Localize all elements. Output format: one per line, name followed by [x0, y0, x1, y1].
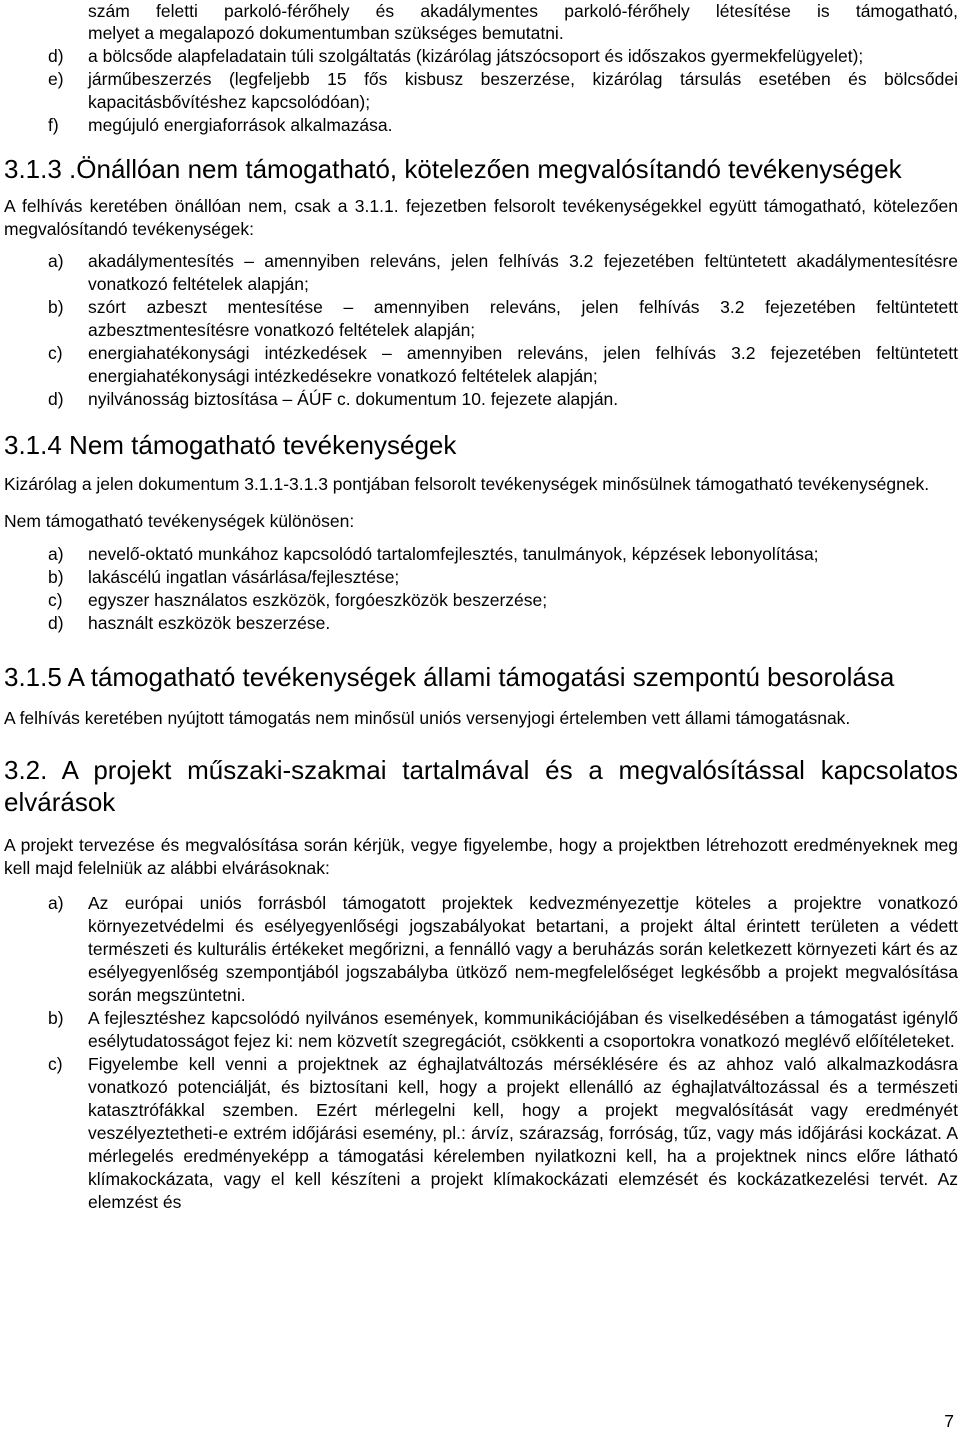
list-expectations — [4, 892, 958, 1214]
list-label: d) — [48, 613, 64, 633]
list-label: c) — [48, 343, 63, 363]
page-number: 7 — [944, 1411, 954, 1431]
section-heading-3-2: 3.2. A projekt műszaki-szakmai tartalmával és a megvalósítással kapcsolatos elvárások — [4, 755, 958, 817]
section-heading-3-1-5: 3.1.5 A támogatható tevékenységek állami támogatási szempontú besorolása — [4, 662, 895, 692]
list-item — [4, 543, 958, 566]
list-text: a bölcsőde alapfeladatain túli szolgáltatás (kizárólag játszócsoport és időszakos gyermekfelügyelet); — [88, 46, 864, 66]
list-text: akadálymentesítés – amennyiben releváns, jelen felhívás 3.2 fejezetében feltüntetett akadálymentesítésre vonatkozó feltételek alapján; — [88, 251, 958, 294]
list-item — [4, 342, 958, 388]
list-text: Figyelembe kell venni a projektnek az éghajlatváltozás mérséklésére és az ahhoz való alkalmazkodásra vonatkozó potenciálját, és biztosítani kell, hogy a projekt ellenálló az éghajlatváltozással és a természeti katasztrófákkal szemben. Ezért mérlegelni kell, hogy a projekt megvalósítását vagy eredményét veszélyeztetheti-e extrém időjárási esemény, pl.: árvíz, szárazság, forróság, tűz, vagy más időjárási kockázat. A mérlegelés eredményeképp a támogatási kérelemben nyilatkozni kell, ha a projektnek nincs előre látható klímakockázata, vagy el kell készíteni a projekt klímakockázati elemzését és kockázatkezelési tervét. Az elemzést és — [88, 1054, 958, 1212]
document-page — [4, 0, 958, 1214]
list-label: b) — [48, 567, 64, 587]
list-label: b) — [48, 297, 64, 317]
section-3-1-4-para2: Nem támogatható tevékenységek különösen: — [4, 511, 355, 531]
list-label: a) — [48, 893, 64, 913]
list-text: megújuló energiaforrások alkalmazása. — [88, 115, 393, 135]
list-not-supported-activities — [4, 543, 958, 635]
list-item — [4, 566, 958, 589]
list-item — [4, 892, 958, 1007]
list-text: járműbeszerzés (legfeljebb 15 fős kisbusz beszerzése, kizárólag társulás esetében és bölcsődei kapacitásbővítéshez kapcsolódóan); — [88, 69, 958, 112]
section-3-1-3-intro: A felhívás keretében önállóan nem, csak a 3.1.1. fejezetben felsorolt tevékenységekkel együtt támogatható, kötelezően megvalósítandó tevékenységek: — [4, 196, 958, 239]
list-item — [4, 68, 958, 114]
list-item — [4, 296, 958, 342]
list-label: f) — [48, 115, 59, 135]
section-3-1-4-para1: Kizárólag a jelen dokumentum 3.1.1-3.1.3 pontjában felsorolt tevékenységek minősülnek támogatható tevékenységnek. — [4, 474, 930, 494]
list-text: szórt azbeszt mentesítése – amennyiben releváns, jelen felhívás 3.2 fejezetében feltüntetett azbesztmentesítésre vonatkozó feltételek alapján; — [88, 297, 958, 340]
list-item — [4, 250, 958, 296]
section-heading-3-1-4: 3.1.4 Nem támogatható tevékenységek — [4, 430, 457, 460]
list-label: b) — [48, 1008, 64, 1028]
list-label: a) — [48, 251, 64, 271]
list-item — [4, 1053, 958, 1214]
list-text: nyilvánosság biztosítása – ÁÚF c. dokumentum 10. fejezete alapján. — [88, 389, 619, 409]
list-text: lakáscélú ingatlan vásárlása/fejlesztése; — [88, 567, 400, 587]
section-3-2-intro: A projekt tervezése és megvalósítása során kérjük, vegye figyelembe, hogy a projektben létrehozott eredményeknek meg kell majd felelniük az alábbi elvárásoknak: — [4, 835, 958, 878]
list-item — [4, 589, 958, 612]
list-item — [4, 45, 958, 68]
list-label: c) — [48, 590, 63, 610]
list-item — [4, 612, 958, 635]
list-item — [4, 114, 958, 137]
list-text: nevelő-oktató munkához kapcsolódó tartalomfejlesztés, tanulmányok, képzések lebonyolítása; — [88, 544, 819, 564]
list-label: a) — [48, 544, 64, 564]
list-activities-d-f — [4, 45, 958, 137]
list-label: e) — [48, 69, 64, 89]
section-heading-3-1-3: 3.1.3 .Önállóan nem támogatható, kötelezően megvalósítandó tevékenységek — [4, 154, 902, 184]
list-text: egyszer használatos eszközök, forgóeszközök beszerzése; — [88, 590, 548, 610]
list-text: A fejlesztéshez kapcsolódó nyilvános események, kommunikációjában és viselkedésében a támogatást igénylő esélytudatosságot fejez ki: nem közvetít szegregációt, csökkenti a csoportokra vonatkozó meglévő előítéleteket. — [88, 1008, 958, 1051]
continuation-line-1: szám feletti parkoló-férőhely és akadálymentes parkoló-férőhely létesítése is támogatható, — [88, 1, 958, 21]
list-text: Az európai uniós forrásból támogatott projektek kedvezményezettje köteles a projektre vonatkozó környezetvédelmi és esélyegyenlőségi jogszabályokat betartani, a projekt által érintett területen a védett természeti és kulturális értékeket megőrizni, a fennálló vagy a beruházás során keletkezett környezeti kárt és az esélyegyenlőség szempontjából jogszabályba ütköző nem-megfelelőséget legkésőbb a projekt megvalósítása során megszüntetni. — [88, 893, 958, 1005]
list-mandatory-activities — [4, 250, 958, 411]
list-item — [4, 1007, 958, 1053]
continuation-line-2: melyet a megalapozó dokumentumban szükséges bemutatni. — [88, 23, 564, 43]
list-label: d) — [48, 46, 64, 66]
section-3-1-5-para: A felhívás keretében nyújtott támogatás nem minősül uniós versenyjogi értelemben vett állami támogatásnak. — [4, 708, 851, 728]
list-text: energiahatékonysági intézkedések – amennyiben releváns, jelen felhívás 3.2 fejezetében feltüntetett energiahatékonysági intézkedésekre vonatkozó feltételek alapján; — [88, 343, 958, 386]
list-label: d) — [48, 389, 64, 409]
list-item — [4, 388, 958, 411]
list-label: c) — [48, 1054, 63, 1074]
list-text: használt eszközök beszerzése. — [88, 613, 331, 633]
continuation-block — [4, 0, 958, 45]
